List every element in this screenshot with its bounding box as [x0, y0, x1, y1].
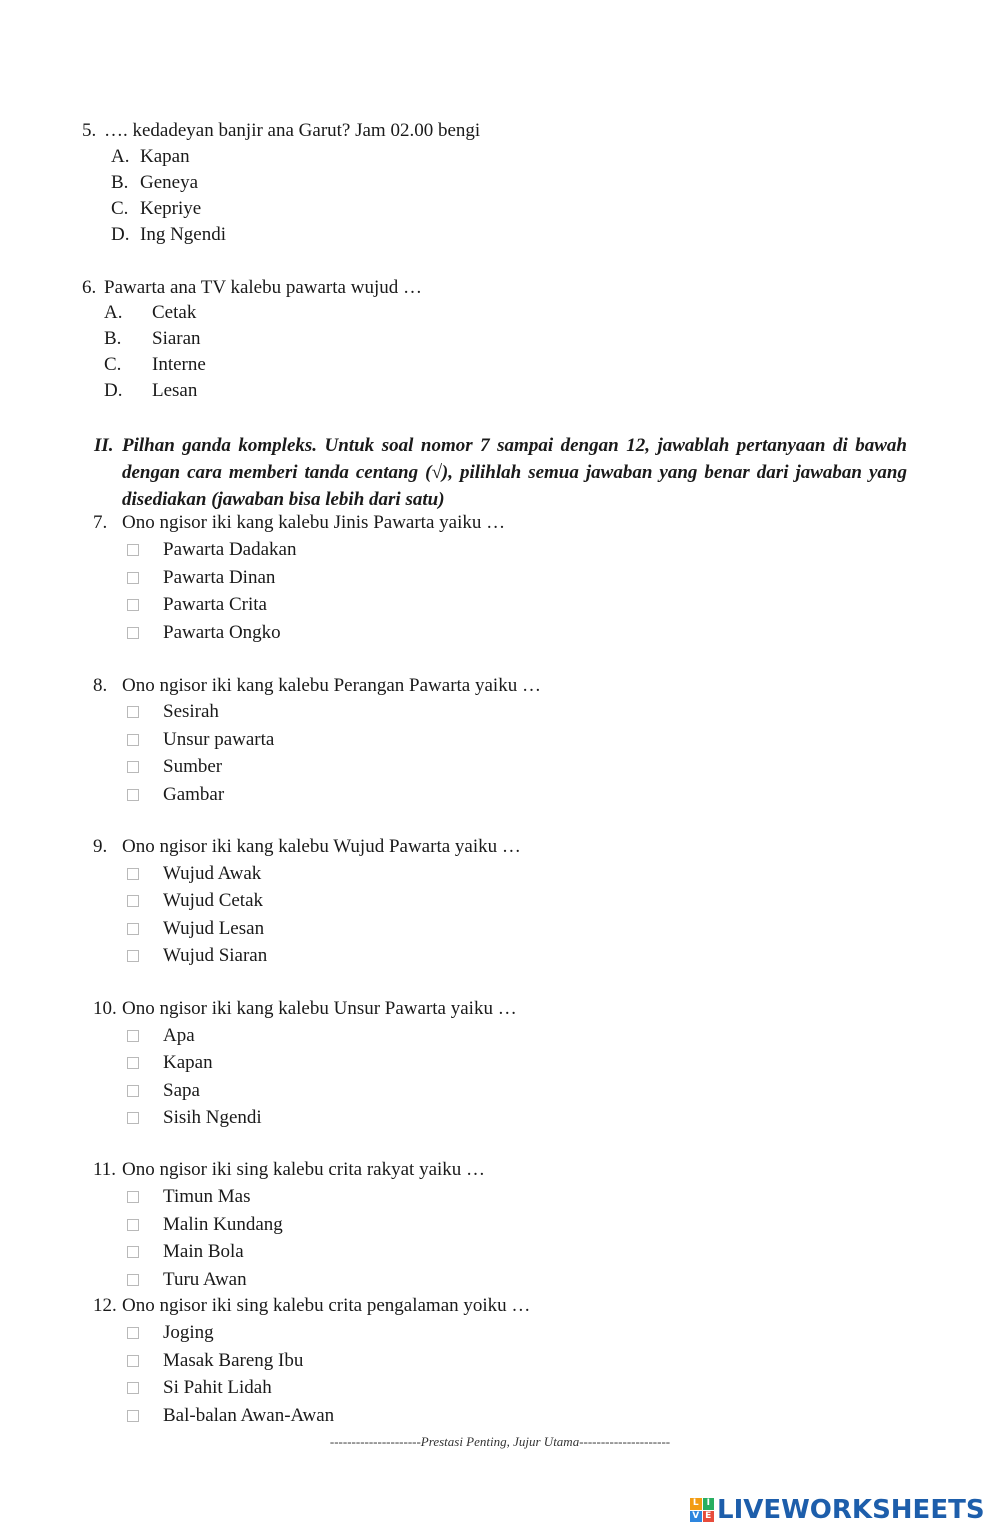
option-text: Sumber	[163, 756, 223, 777]
footer-motto: ---------------------Prestasi Penting, Jujur Utama---------------------	[329, 1434, 671, 1449]
option-text: Interne	[152, 354, 206, 375]
option-text: Geneya	[140, 172, 199, 193]
option-text: Kapan	[140, 146, 190, 167]
option-text: Wujud Cetak	[163, 890, 264, 911]
question-text: Pawarta ana TV kalebu pawarta wujud …	[104, 277, 422, 298]
answer-checkbox[interactable]	[127, 572, 139, 584]
answer-checkbox[interactable]	[127, 544, 139, 556]
option-letter: C.	[104, 354, 122, 375]
option-text: Malin Kundang	[163, 1214, 283, 1235]
option-text: Apa	[163, 1025, 195, 1046]
answer-checkbox[interactable]	[127, 1191, 139, 1203]
option-letter: A.	[104, 302, 123, 323]
question-number: 9.	[93, 836, 108, 857]
option-text: Turu Awan	[163, 1269, 247, 1290]
option-text: Sapa	[163, 1080, 200, 1101]
question-number: 11.	[93, 1159, 117, 1180]
answer-checkbox[interactable]	[127, 789, 139, 801]
logo-wordmark: LIVEWORKSHEETS	[717, 1495, 985, 1525]
option-text: Pawarta Dadakan	[163, 539, 297, 560]
option-text: Unsur pawarta	[163, 729, 275, 750]
answer-checkbox[interactable]	[127, 1410, 139, 1422]
option-text: Sesirah	[163, 701, 219, 722]
option-letter: B.	[111, 172, 129, 193]
answer-checkbox[interactable]	[127, 1085, 139, 1097]
answer-checkbox[interactable]	[127, 1246, 139, 1258]
logo-block: I	[703, 1498, 715, 1510]
option-letter: C.	[111, 198, 129, 219]
option-text: Bal-balan Awan-Awan	[163, 1405, 335, 1426]
option-text: Main Bola	[163, 1241, 244, 1262]
option-text: Siaran	[152, 328, 201, 349]
liveworksheets-logo[interactable]	[690, 1494, 985, 1526]
question-number: 6.	[82, 277, 97, 298]
question-number: 8.	[93, 675, 108, 696]
option-text: Si Pahit Lidah	[163, 1377, 272, 1398]
question-text: Ono ngisor iki kang kalebu Wujud Pawarta yaiku …	[122, 836, 521, 857]
question-text: Ono ngisor iki kang kalebu Jinis Pawarta yaiku …	[122, 512, 506, 533]
question-text: Ono ngisor iki kang kalebu Unsur Pawarta yaiku …	[122, 998, 517, 1019]
option-letter: A.	[111, 146, 130, 167]
answer-checkbox[interactable]	[127, 895, 139, 907]
answer-checkbox[interactable]	[127, 1112, 139, 1124]
answer-checkbox[interactable]	[127, 627, 139, 639]
answer-checkbox[interactable]	[127, 1219, 139, 1231]
option-text: Ing Ngendi	[140, 224, 227, 245]
answer-checkbox[interactable]	[127, 1382, 139, 1394]
answer-checkbox[interactable]	[127, 1030, 139, 1042]
question-number: 5.	[82, 120, 97, 141]
question-text: Ono ngisor iki sing kalebu crita rakyat yaiku …	[122, 1159, 486, 1180]
answer-checkbox[interactable]	[127, 761, 139, 773]
question-number: 7.	[93, 512, 108, 533]
answer-checkbox[interactable]	[127, 1327, 139, 1339]
option-text: Wujud Awak	[163, 863, 262, 884]
section-instruction-text: Pilhan ganda kompleks. Untuk soal nomor 7 sampai dengan 12, jawablah pertanyaan di bawah dengan cara memberi tanda centang (√), pilihlah semua jawaban yang benar dari jawaban yang disediakan (jawaban bisa lebih dari satu)	[122, 435, 907, 510]
option-text: Lesan	[152, 380, 198, 401]
option-text: Pawarta Crita	[163, 594, 267, 615]
section-number: II.	[94, 435, 114, 456]
answer-checkbox[interactable]	[127, 868, 139, 880]
option-text: Cetak	[152, 302, 197, 323]
answer-checkbox[interactable]	[127, 706, 139, 718]
option-text: Wujud Lesan	[163, 918, 265, 939]
question-text: …. kedadeyan banjir ana Garut? Jam 02.00 bengi	[104, 120, 481, 141]
option-text: Masak Bareng Ibu	[163, 1350, 304, 1371]
answer-checkbox[interactable]	[127, 950, 139, 962]
question-number: 10.	[93, 998, 117, 1019]
logo-blocks-icon	[690, 1498, 714, 1522]
option-text: Wujud Siaran	[163, 945, 268, 966]
option-text: Pawarta Dinan	[163, 567, 276, 588]
question-text: Ono ngisor iki kang kalebu Perangan Pawarta yaiku …	[122, 675, 541, 696]
answer-checkbox[interactable]	[127, 599, 139, 611]
option-text: Gambar	[163, 784, 225, 805]
logo-block: V	[690, 1511, 702, 1523]
logo-block: E	[703, 1511, 715, 1523]
option-text: Sisih Ngendi	[163, 1107, 262, 1128]
question-number: 12.	[93, 1295, 117, 1316]
option-letter: B.	[104, 328, 122, 349]
answer-checkbox[interactable]	[127, 1057, 139, 1069]
answer-checkbox[interactable]	[127, 1355, 139, 1367]
option-text: Kepriye	[140, 198, 202, 219]
question-text: Ono ngisor iki sing kalebu crita pengalaman yoiku …	[122, 1295, 531, 1316]
option-text: Pawarta Ongko	[163, 622, 281, 643]
option-text: Timun Mas	[163, 1186, 251, 1207]
option-letter: D.	[104, 380, 123, 401]
answer-checkbox[interactable]	[127, 1274, 139, 1286]
option-text: Joging	[163, 1322, 214, 1343]
option-letter: D.	[111, 224, 130, 245]
logo-block: L	[690, 1498, 702, 1510]
option-text: Kapan	[163, 1052, 213, 1073]
answer-checkbox[interactable]	[127, 734, 139, 746]
answer-checkbox[interactable]	[127, 923, 139, 935]
